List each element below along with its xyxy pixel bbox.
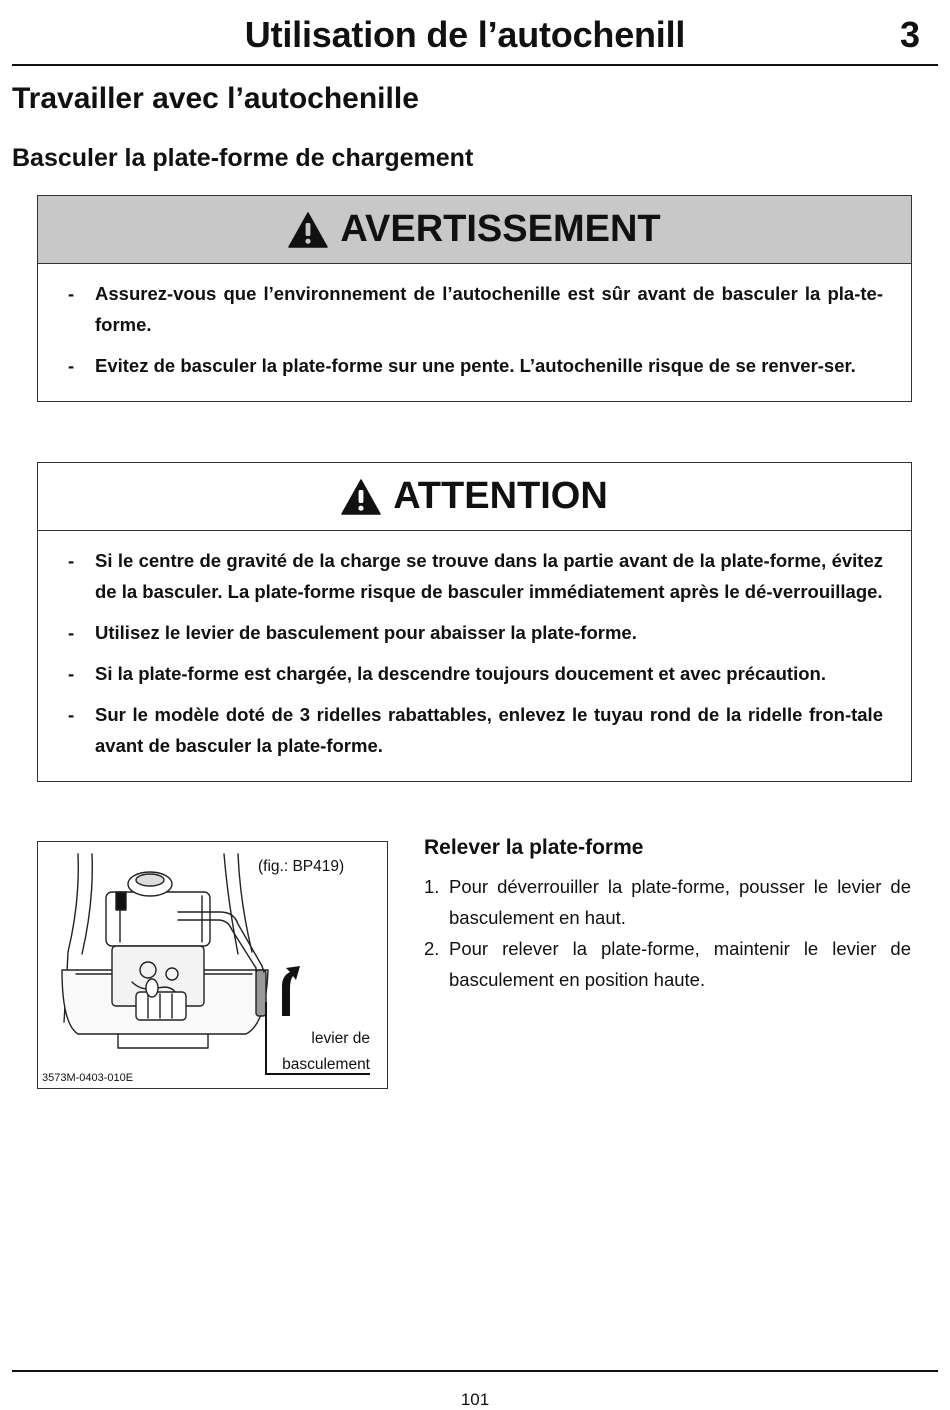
machine-figure	[37, 841, 388, 1089]
warning-title: AVERTISSEMENT	[340, 208, 661, 250]
warning-triangle-icon	[341, 479, 381, 515]
caution-item: - Si la plate-forme est chargée, la descendre toujours doucement et avec précaution.	[68, 663, 826, 684]
warning-item: - Assurez-vous que l’environnement de l’autochenille est sûr avant de basculer la pla-te-forme.	[68, 283, 883, 335]
caution-item: - Utilisez le levier de basculement pour abaisser la plate-forme.	[68, 622, 637, 643]
warning-header	[38, 196, 911, 264]
header-divider	[12, 64, 938, 66]
caution-box	[37, 462, 912, 782]
step-item: 2. Pour relever la plate-forme, maintenir le levier de basculement en position haute.	[424, 938, 911, 990]
warning-list	[38, 264, 911, 401]
page-number: 101	[460, 1390, 490, 1409]
section-title: Travailler avec l’autochenille	[12, 82, 419, 115]
caution-title: ATTENTION	[393, 475, 608, 517]
caution-header	[38, 463, 911, 531]
figure-callout-label: levier de basculement	[282, 1030, 370, 1073]
caution-list	[38, 531, 911, 781]
figure-code: 3573M-0403-010E	[42, 1072, 134, 1084]
caution-item: - Si le centre de gravité de la charge se trouve dans la partie avant de la plate-forme, évitez de la basculer. La plate-forme risque de basculer immédiatement après le dé-verrouillage.	[68, 550, 883, 602]
footer-divider	[12, 1370, 938, 1372]
steps-title: Relever la plate-forme	[424, 836, 644, 859]
page-header-title: Utilisation de l’autochenill	[244, 14, 686, 55]
chapter-number: 3	[899, 14, 920, 55]
subsection-title: Basculer la plate-forme de chargement	[12, 144, 474, 172]
warning-triangle-icon	[288, 212, 328, 248]
step-item: 1. Pour déverrouiller la plate-forme, pousser le levier de basculement en haut.	[424, 876, 911, 928]
warning-item: - Evitez de basculer la plate-forme sur une pente. L’autochenille risque de se renver-ser.	[68, 355, 856, 376]
caution-item: - Sur le modèle doté de 3 ridelles rabattables, enlevez le tuyau rond de la ridelle fron-tale avant de basculer la plate-forme.	[68, 704, 883, 756]
figure-reference: (fig.: BP419)	[258, 858, 345, 875]
warning-box	[37, 195, 912, 402]
steps-list	[424, 871, 911, 995]
